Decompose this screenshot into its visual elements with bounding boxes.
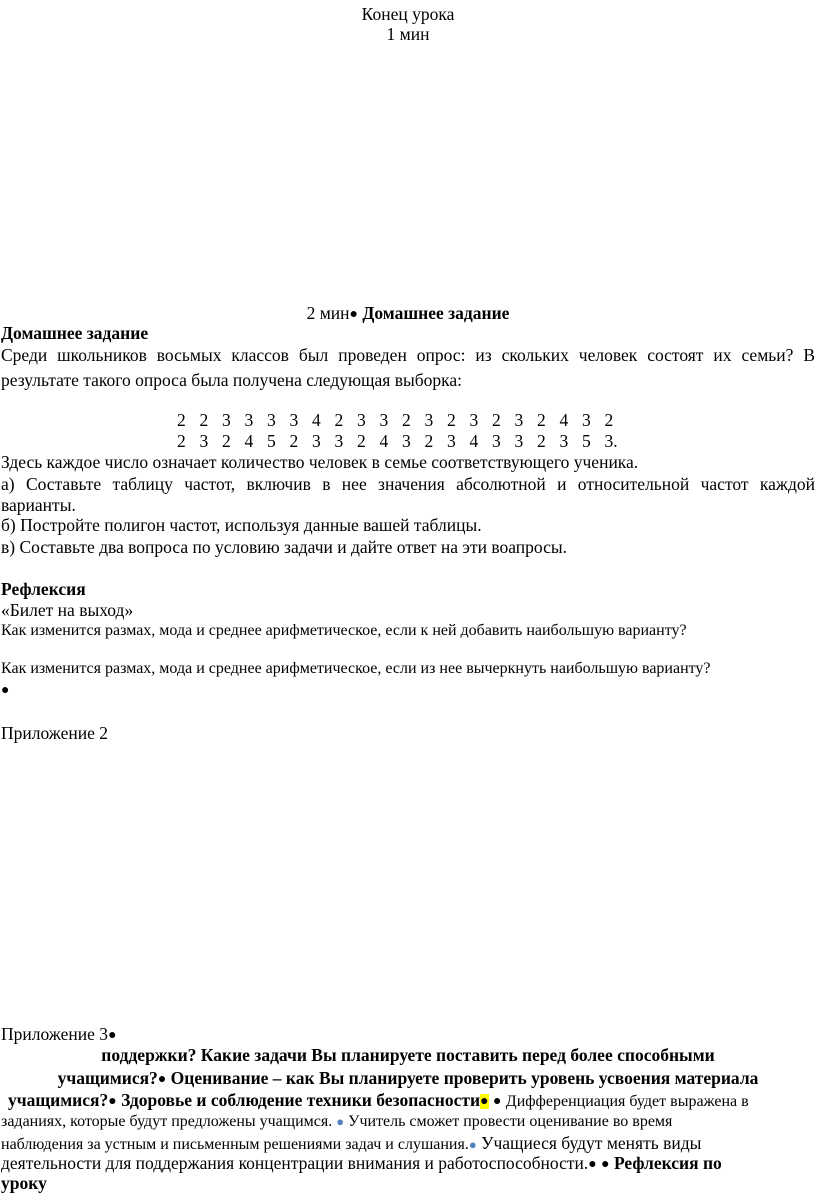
appendix-3-line-2: учащимися?● Оценивание – как Вы планируете проверить уровень усвоения материала [57,1068,759,1088]
homework-title: Домашнее задание [1,323,149,343]
lesson-end-duration: 1 мин [386,24,430,44]
bullet-icon: ● [492,1094,502,1109]
bullet-icon: ● [601,1157,610,1172]
appendix-3-line-5: наблюдения за устным и письменным решениями задач и слушания.● Учащиеся будут менять виды [1,1133,702,1153]
bullet-icon: ● [588,1157,597,1172]
task-a-line1: а) Составьте таблицу частот, включив в нее значения абсолютной и относительной частот каждой [1,474,815,494]
reflection-title: Рефлексия [1,579,86,599]
appendix-3-line-1: поддержки? Какие задачи Вы планируете поставить перед более способными [101,1045,715,1065]
homework-time: 2 мин [306,303,350,323]
reflection-question-2: Как изменится размах, мода и среднее арифметическое, если из нее вычеркнуть наибольшую варианту? [1,660,711,677]
bullet-icon: ● [157,1072,167,1087]
bullet-icon: ● [349,307,358,322]
appendix-3-line-6: деятельности для поддержания концентрации внимания и работоспособности.● ● Рефлексия по [1,1153,722,1173]
task-a-line2: варианты. [1,495,76,515]
task-b: б) Постройте полигон частот, используя данные вашей таблицы. [1,515,482,535]
homework-intro-line2: результате такого опроса была получена следующая выборка: [1,370,463,390]
appendix-3-line-3: учащимися?● Здоровье и соблюдение техники безопасности● ● Дифференциация будет выражена в [8,1090,749,1110]
bullet-icon: ● [108,1028,117,1043]
homework-explanation: Здесь каждое число означает количество человек в семье соответствующего ученика. [1,452,639,472]
lesson-end-title: Конец урока [361,4,455,24]
reflection-subtitle: «Билет на выход» [1,600,134,620]
sample-row-1: 2 2 3 3 3 3 4 2 3 3 2 3 2 3 2 3 2 4 3 2 [177,410,614,430]
sample-row-2: 2 3 2 4 5 2 3 3 2 4 3 2 3 4 3 3 2 3 5 3. [177,431,618,451]
appendix-2-label: Приложение 2 [1,723,109,743]
reflection-question-1: Как изменится размах, мода и среднее арифметическое, если к ней добавить наибольшую варианту? [1,622,687,639]
bullet-icon: ● [108,1094,117,1109]
highlighted-bullet-icon: ● [480,1094,489,1109]
task-c: в) Составьте два вопроса по условию задачи и дайте ответ на эти воапросы. [1,537,567,557]
bullet-icon: ● [1,683,10,698]
homework-heading [0,303,816,324]
appendix-3-line-7: уроку [1,1173,47,1193]
blue-bullet-icon: ● [468,1137,477,1152]
blue-bullet-icon: ● [336,1114,345,1129]
homework-heading-title: Домашнее задание [362,303,510,323]
homework-intro-line1: Среди школьников восьмых классов был проведен опрос: из скольких человек состоят их семьи? В [1,345,815,365]
appendix-3-label: Приложение 3● [1,1024,117,1044]
appendix-3-line-4: заданиях, которые будут предложены учащимся. ● Учитель сможет провести оценивание во время [1,1113,673,1130]
